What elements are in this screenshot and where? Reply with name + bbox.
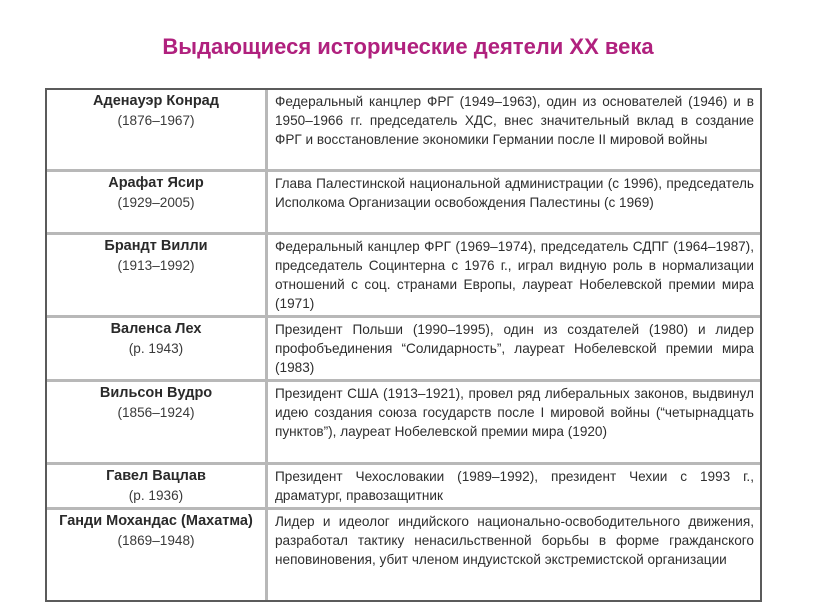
table-row <box>47 90 760 170</box>
person-years: (1869–1948) <box>117 532 195 548</box>
person-years: (1856–1924) <box>117 404 195 420</box>
person-name: Ганди Мохандас (Махатма) <box>59 512 253 529</box>
person-cell <box>47 90 267 170</box>
person-description: Президент Чехословакии (1989–1992), президент Чехии с 1993 г., драматург, правозащитник <box>267 463 761 508</box>
person-name: Аденауэр Конрад <box>93 93 219 109</box>
person-cell <box>47 233 267 316</box>
person-description: Лидер и идеолог индийского национально-освободительного движения, разработал тактику ненасильственной борьбы в форме гражданского неповиновения, убит членом индуистской экстремистской организации <box>275 513 754 567</box>
person-name: Валенса Лех <box>110 320 202 337</box>
person-name: Арафат Ясир <box>108 174 204 191</box>
person-name: Вильсон Вудро <box>99 384 213 401</box>
page-title: Выдающиеся исторические деятели XX века <box>162 34 654 59</box>
person-description: Президент США (1913–1921), провел ряд либеральных законов, выдвинул идею создания союза государств после I мировой войны (“четырнадцать пунктов”), лауреат Нобелевской премии мира (1920) <box>267 380 761 463</box>
person-years: (1876–1967) <box>117 113 195 128</box>
table-row <box>47 316 760 380</box>
figures-table <box>45 88 762 602</box>
person-description: Президент Польши (1990–1995), один из создателей (1980) и лидер профобъединения “Солидарность”, лауреат Нобелевской премии мира (1983) <box>267 316 761 380</box>
person-cell <box>47 380 267 463</box>
person-name: Брандт Вилли <box>104 237 208 254</box>
person-years: (р. 1943) <box>128 340 184 356</box>
person-years: (1929–2005) <box>117 194 195 210</box>
person-description: Федеральный канцлер ФРГ (1949–1963), один из основателей (1946) и в 1950–1966 гг. председатель ХДС, внес значительный вклад в создание ФРГ и восстановление экономики Германии после II мировой войны <box>267 90 761 170</box>
table-row <box>47 233 760 316</box>
table-row <box>47 508 760 600</box>
table-row <box>47 463 760 508</box>
person-cell <box>47 463 267 508</box>
person-description: Глава Палестинской национальной администрации (с 1996), председатель Исполкома Организации освобождения Палестины (с 1969) <box>267 170 761 233</box>
person-cell <box>47 316 267 380</box>
person-cell <box>47 170 267 233</box>
person-years: (1913–1992) <box>117 257 195 273</box>
person-description: Федеральный канцлер ФРГ (1969–1974), председатель СДПГ (1964–1987), председатель Социнтерна с 1976 г., играл видную роль в нормализации отношений с соц. странами Европы, лауреат Нобелевской премии мира (1971) <box>267 233 761 316</box>
table-row <box>47 170 760 233</box>
person-name: Гавел Вацлав <box>106 467 206 484</box>
person-years: (р. 1936) <box>128 487 184 503</box>
table-row <box>47 380 760 463</box>
person-cell <box>47 508 267 600</box>
